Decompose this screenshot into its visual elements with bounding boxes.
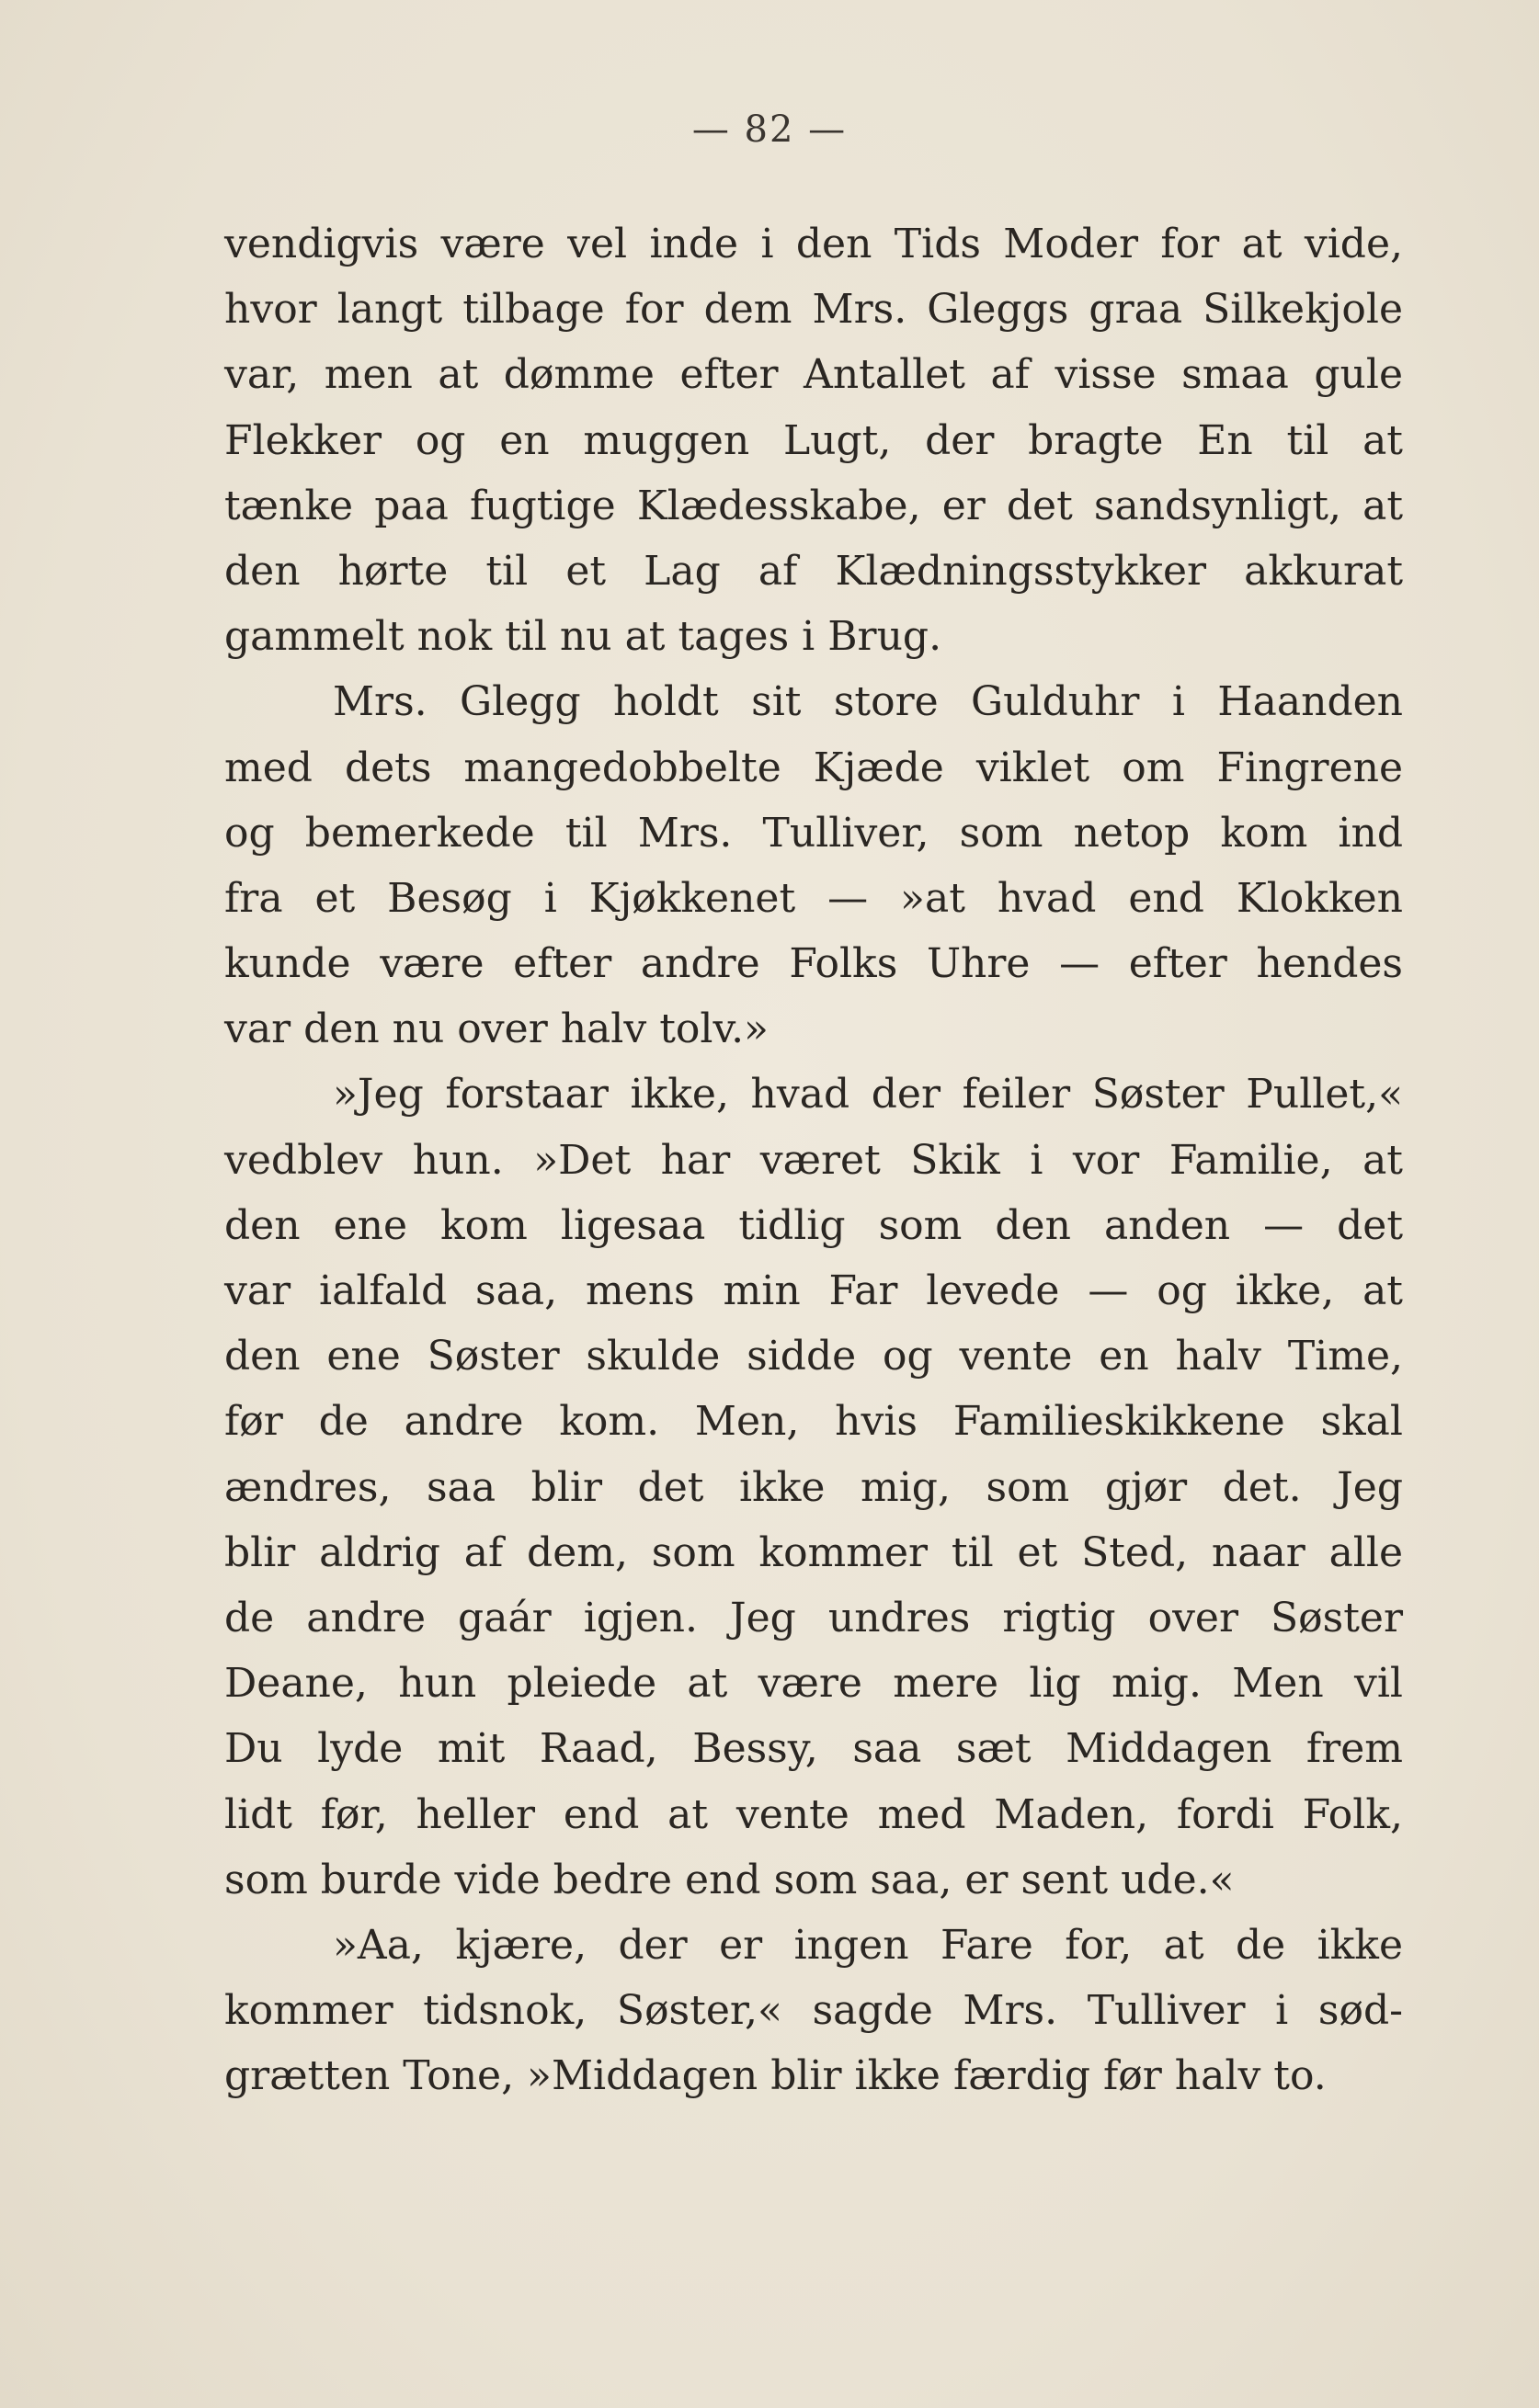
text-line: ændres, saa blir det ikke mig, som gjør det. Jeg xyxy=(224,1463,1403,1511)
text-line: gammelt nok til nu at tages i Brug. xyxy=(224,613,942,661)
text-line: grætten Tone, »Middagen blir ikke færdig før halv to. xyxy=(224,2052,1327,2100)
text-line: blir aldrig af dem, som kommer til et Sted, naar alle xyxy=(224,1528,1403,1576)
text-line: fra et Besøg i Kjøkkenet — »at hvad end Klokken xyxy=(224,874,1403,922)
paragraph xyxy=(224,669,1403,1062)
page-number: — 82 — xyxy=(691,108,848,151)
text-line: vedblev hun. »Det har været Skik i vor Familie, at xyxy=(224,1136,1403,1184)
text-line: kunde være efter andre Folks Uhre — efter hendes xyxy=(224,940,1403,988)
text-line: Deane, hun pleiede at være mere lig mig. Men vil xyxy=(224,1660,1403,1708)
text-line: lidt før, heller end at vente med Maden, fordi Folk, xyxy=(224,1790,1403,1838)
text-line: og bemerkede til Mrs. Tulliver, som netop kom ind xyxy=(224,809,1403,857)
text-line: som burde vide bedre end som saa, er sent ude.« xyxy=(224,1856,1235,1903)
text-line: Du lyde mit Raad, Bessy, saa sæt Middagen frem xyxy=(224,1725,1403,1773)
text-line: »Aa, kjære, der er ingen Fare for, at de ikke xyxy=(333,1921,1403,1969)
paragraph xyxy=(224,1913,1403,2109)
text-line: tænke paa fugtige Klædesskabe, er det sandsynligt, at xyxy=(224,482,1403,529)
text-line: var, men at dømme efter Antallet af visse smaa gule xyxy=(224,351,1403,399)
text-line: Flekker og en muggen Lugt, der bragte En til at xyxy=(224,416,1403,464)
text-line: de andre gaár igjen. Jeg undres rigtig over Søster xyxy=(224,1594,1403,1641)
body-text xyxy=(224,211,1403,2108)
text-line: var ialfald saa, mens min Far levede — og ikke, at xyxy=(224,1267,1403,1314)
text-line: før de andre kom. Men, hvis Familieskikkene skal xyxy=(224,1398,1403,1446)
text-line: med dets mangedobbelte Kjæde viklet om Fingrene xyxy=(224,744,1403,791)
paragraph xyxy=(224,1062,1403,1912)
text-line: den hørte til et Lag af Klædningsstykker akkurat xyxy=(224,547,1403,595)
text-line: den ene Søster skulde sidde og vente en halv Time, xyxy=(224,1333,1403,1380)
text-line: »Jeg forstaar ikke, hvad der feiler Søster Pullet,« xyxy=(333,1071,1403,1119)
text-line: vendigvis være vel inde i den Tids Moder for at vide, xyxy=(224,221,1403,267)
text-line: var den nu over halv tolv.» xyxy=(224,1005,769,1053)
text-line: kommer tidsnok, Søster,« sagde Mrs. Tulliver i sød- xyxy=(224,1987,1403,2035)
text-line: den ene kom ligesaa tidlig som den anden — det xyxy=(224,1201,1403,1249)
text-line: Mrs. Glegg holdt sit store Gulduhr i Haanden xyxy=(333,678,1403,726)
paragraph xyxy=(224,211,1403,669)
text-line: hvor langt tilbage for dem Mrs. Gleggs graa Silkekjole xyxy=(224,286,1403,334)
